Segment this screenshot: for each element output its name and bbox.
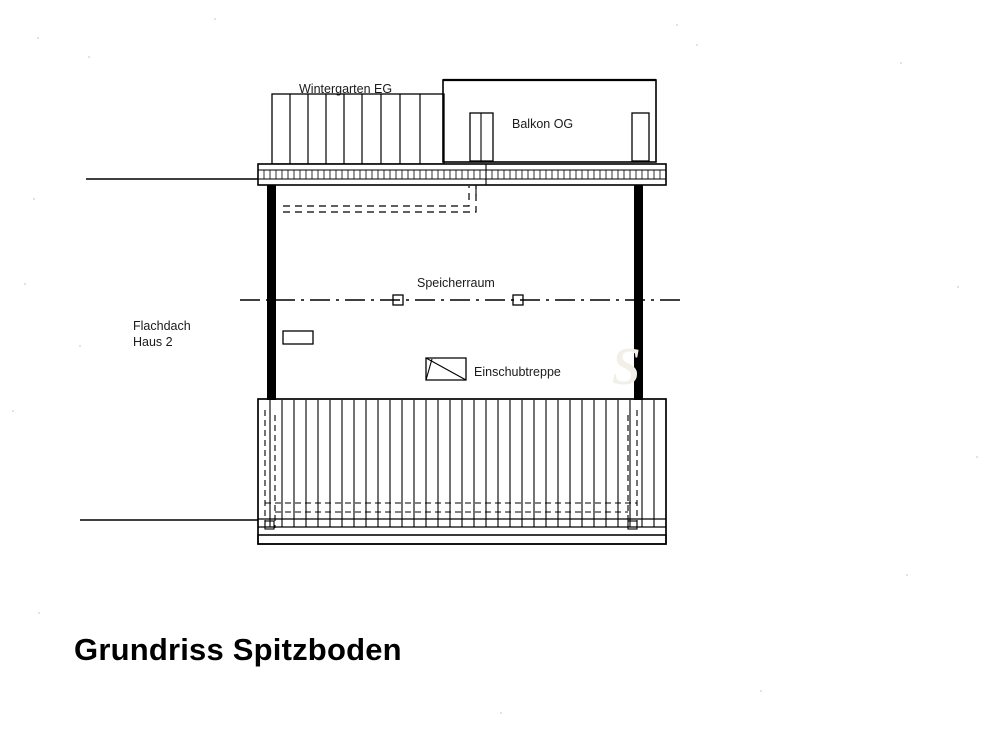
scan-speck xyxy=(33,198,35,200)
scan-speck xyxy=(500,712,502,714)
label-flachdach: Flachdach xyxy=(133,319,191,333)
scan-speck xyxy=(696,44,698,46)
einschubtreppe-symbol-edge xyxy=(426,359,432,380)
watermark-text: s xyxy=(612,319,641,401)
label-haus-2: Haus 2 xyxy=(133,335,173,349)
scan-speck xyxy=(906,574,908,576)
scan-speck xyxy=(88,56,90,58)
rafter-block-base-band xyxy=(258,535,666,544)
scan-speck xyxy=(79,345,81,347)
scan-speck xyxy=(676,24,678,26)
scan-speck xyxy=(24,283,26,285)
corner-detail-right xyxy=(628,521,637,529)
scan-speck xyxy=(214,18,216,20)
dashed-roof-opening-inner xyxy=(283,186,469,206)
duct-box-right xyxy=(632,113,649,161)
rafter-block-battens xyxy=(270,400,654,527)
label-wintergarten-eg: Wintergarten EG xyxy=(299,82,393,96)
label-balkon-og: Balkon OG xyxy=(512,117,574,131)
wintergarten-eg-mullions xyxy=(290,94,420,164)
scan-speck xyxy=(900,62,902,64)
scan-speck xyxy=(957,286,959,288)
wall-stub-left xyxy=(283,331,313,344)
scan-speck xyxy=(37,37,39,39)
scan-speck xyxy=(760,690,762,692)
einschubtreppe-symbol-diagonal xyxy=(426,358,466,380)
wintergarten-eg-outline xyxy=(272,94,444,164)
left-bearing-wall xyxy=(267,185,276,400)
scan-speck xyxy=(12,410,14,412)
dashed-roof-opening-outline xyxy=(283,186,476,212)
scan-speck xyxy=(976,456,978,458)
page-title: Grundriss Spitzboden xyxy=(74,632,402,667)
label-einschubtreppe: Einschubtreppe xyxy=(474,365,561,379)
label-speicherraum: Speicherraum xyxy=(417,276,495,290)
scan-speck xyxy=(38,612,40,614)
